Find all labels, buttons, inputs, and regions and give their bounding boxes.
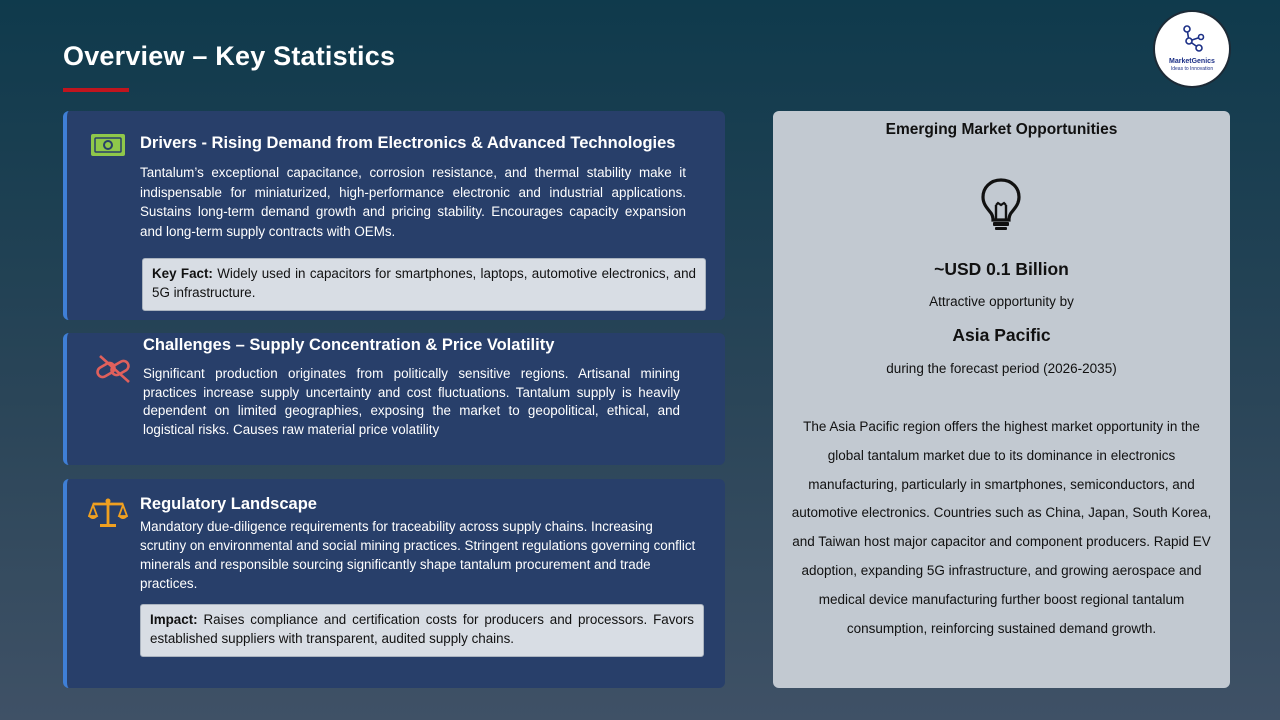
logo-text: MarketGenics (1169, 58, 1215, 65)
lightbulb-icon (978, 177, 1024, 231)
impact-label: Impact: (150, 612, 198, 627)
company-logo (1155, 12, 1229, 86)
opportunity-region: Asia Pacific (952, 325, 1051, 345)
key-fact-label: Key Fact: (152, 266, 213, 281)
drivers-body: Tantalum’s exceptional capacitance, corrosion resistance, and thermal stability make it indispensable for miniaturized, high-performance electronic and industrial applications. Sustains long-term demand growth and pricing stability. Encourages capacity expansion and long-term supply contracts with OEMs. (140, 165, 686, 239)
impact-text: Raises compliance and certification costs for producers and processors. Favors established suppliers with transparent, audited supply chains. (150, 612, 694, 646)
challenges-card (63, 333, 725, 465)
regulatory-card (63, 479, 725, 688)
regulatory-title: Regulatory Landscape (140, 495, 317, 513)
opportunity-description: The Asia Pacific region offers the highest market opportunity in the global tantalum market due to its dominance in electronics manufacturing, particularly in smartphones, semiconductors, and automotive electronics. Countries such as China, Japan, South Korea, and Taiwan host major capacitor and component producers. Rapid EV adoption, expanding 5G infrastructure, and growing aerospace and medical device manufacturing further boost regional tantalum consumption, reinforcing sustained demand growth. (791, 419, 1212, 636)
opportunity-subtitle: Attractive opportunity by (929, 294, 1074, 309)
broken-link-icon (94, 353, 134, 385)
money-icon (90, 132, 126, 158)
drivers-key-fact (142, 258, 706, 311)
key-fact-text: Widely used in capacitors for smartphones, laptops, automotive electronics, and 5G infrastructure. (152, 266, 696, 300)
regulatory-body: Mandatory due-diligence requirements for traceability across supply chains. Increasing scrutiny on environmental and social mining practices. Stringent regulations governing conflict minerals and responsible sourcing significantly shape tantalum procurement and trade practices. (140, 519, 696, 591)
molecule-icon (1179, 24, 1205, 54)
forecast-period: during the forecast period (2026-2035) (886, 361, 1117, 376)
challenges-body: Significant production originates from politically sensitive regions. Artisanal mining practices increase supply uncertainty and cost fluctuations. Tantalum supply is heavily dependent on limited geographies, exposing the market to geopolitical, ethical, and logistical risks. Causes raw material price volatility (143, 366, 680, 437)
drivers-title: Drivers - Rising Demand from Electronics & Advanced Technologies (140, 134, 676, 152)
challenges-title: Challenges – Supply Concentration & Price Volatility (143, 336, 555, 354)
scales-icon (88, 497, 128, 529)
regulatory-impact (140, 604, 704, 657)
opportunity-title: Emerging Market Opportunities (885, 121, 1118, 138)
opportunity-panel (773, 111, 1230, 688)
opportunity-amount: ~USD 0.1 Billion (934, 259, 1069, 279)
page-title: Overview – Key Statistics (63, 41, 396, 71)
title-underline (63, 88, 129, 92)
logo-tagline: Ideas to Innovation (1170, 66, 1214, 72)
drivers-card (63, 111, 725, 320)
